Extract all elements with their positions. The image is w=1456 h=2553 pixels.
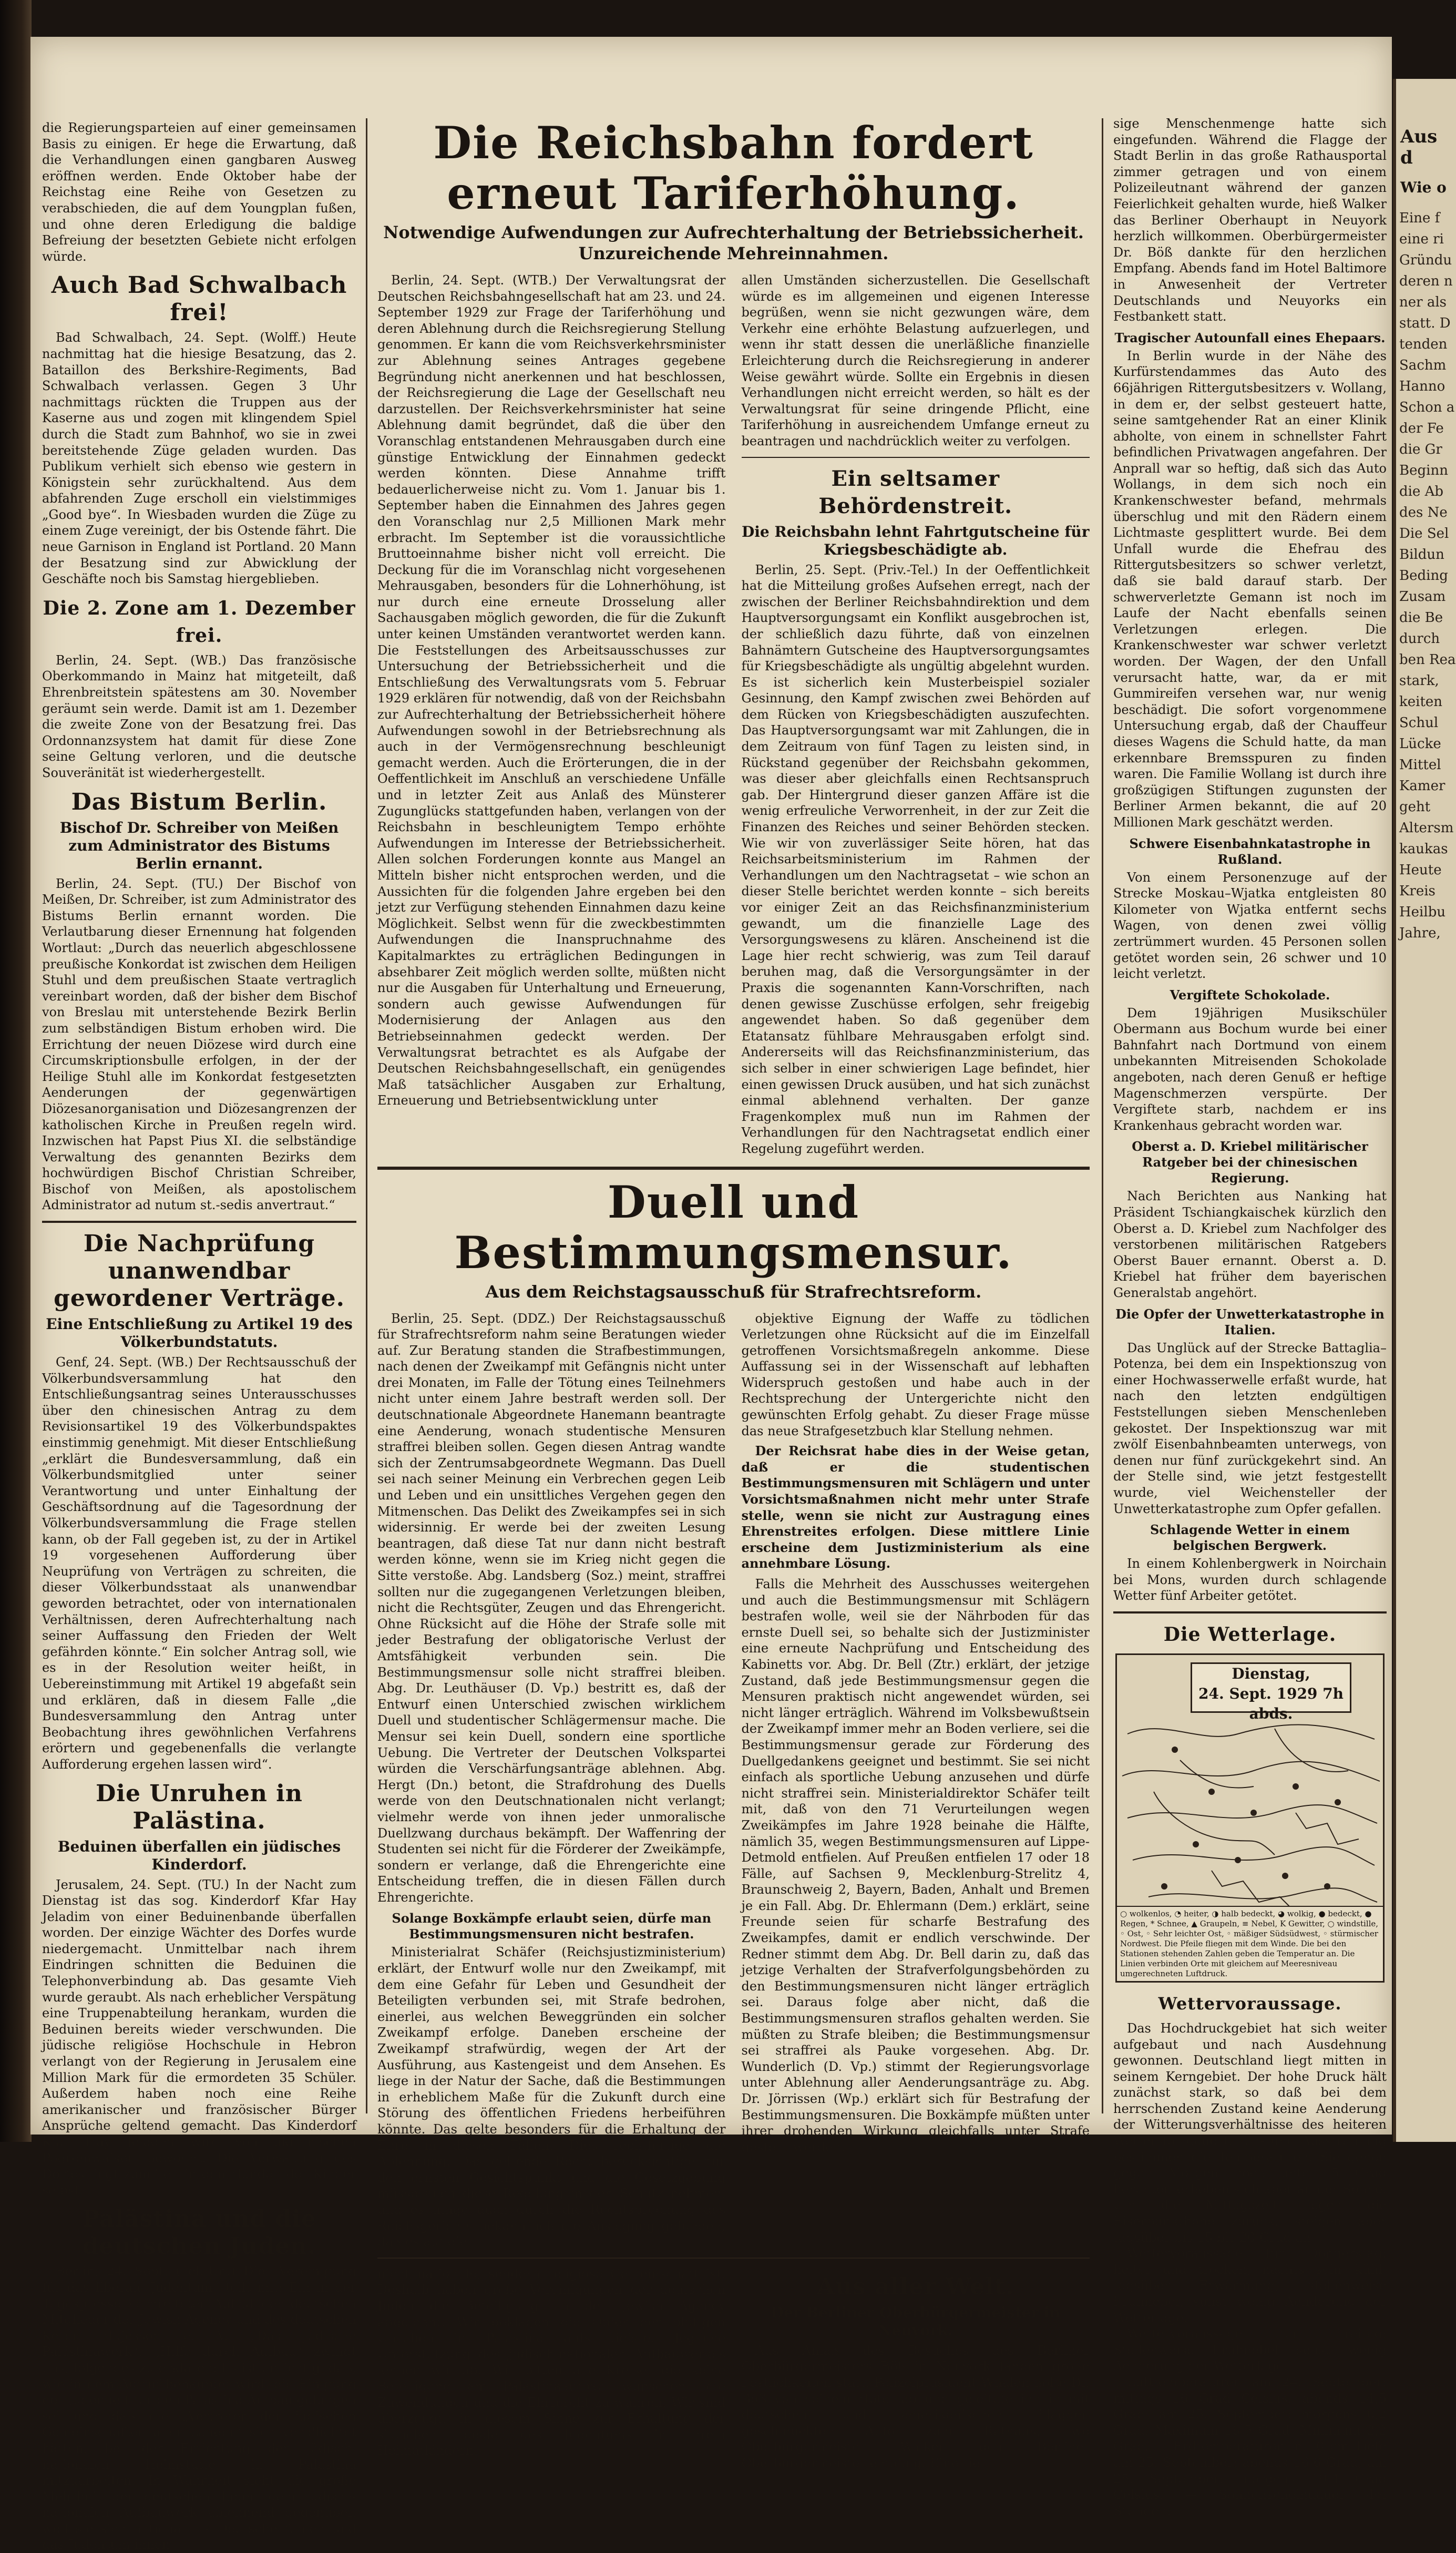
adjacent-page-line: ner als — [1399, 294, 1447, 310]
article-title: Die Unruhen in Palästina. — [96, 1780, 303, 1834]
news-title: Die Opfer der Unwetterkatastrophe in Italien. — [1115, 1306, 1385, 1337]
article-subtitle: Beduinen überfallen ein jüdisches Kinderdorf. — [57, 1837, 341, 1873]
adjacent-page-line: eine ri — [1399, 231, 1444, 247]
news-body: Dem 19jährigen Musikschüler Obermann aus Bochum wurde bei einer Bahnfahrt nach Dortmund von einem unbekannten Mitreisenden Schokolade angeboten, nach deren Genuß er heftige Magenschmerzen verspürte. Der Vergiftete starb, nachdem er ins Krankenhaus gebracht worden war. — [1113, 1005, 1387, 1133]
adjacent-page-line: Heute — [1399, 862, 1442, 878]
article-title: Das Bistum Berlin. — [71, 788, 327, 815]
headline-subtitle: Unzureichende Mehreinnahmen. — [578, 243, 889, 263]
adjacent-page-line: Beding — [1399, 568, 1448, 584]
weather-map-day: Dienstag, — [1232, 1664, 1310, 1682]
adjacent-page-line: Bildun — [1399, 547, 1444, 563]
adjacent-page-line: die Be — [1399, 610, 1443, 626]
newspaper-page — [30, 37, 1392, 2552]
adjacent-page-line: die Ab — [1399, 484, 1444, 499]
forecast-thursday: Wettervoraussage für Donnerstag: heiter und trocken, nachts sehr kühl, tagsüber Erwärmung, stellenweise Frühnebel, sonst wenig Aenderung der Wetterlage. — [1113, 2246, 1387, 2325]
adjacent-page-edge — [1393, 79, 1456, 2142]
adjacent-page-line: Lücke — [1399, 736, 1441, 752]
article-body: allen Umständen sicherzustellen. Die Gesellschaft würde es im allgemeinen und eigenen Interesse begrüßen, wenn sie nicht gezwungen wäre, dem Verkehr eine erhöhte Belastung aufzuerlegen, und wenn ihr statt dessen die unerläßliche finanzielle Erleichterung durch die Reichsregierung in anderer Weise gewährt würde. Sollte ein Ergebnis in diesen Verhandlungen nicht erreicht werden, so hält es der Verwaltungsrat für seine dringende Pflicht, eine Tariferhöhung in ausreichendem Umfange erneut zu beantragen und nachdrücklich weiter zu verfolgen. — [741, 273, 1090, 448]
binding-spine — [0, 0, 32, 2142]
article-note: Solange Boxkämpfe erlaubt seien, dürfe man Bestimmungsmensuren nicht bestrafen. — [392, 1911, 712, 1942]
news-title: Tragischer Autounfall eines Ehepaars. — [1114, 330, 1386, 345]
adjacent-page-line: Eine f — [1399, 210, 1440, 226]
adjacent-page-line: Kamer — [1399, 778, 1445, 794]
news-title: Oberst a. D. Kriebel militärischer Ratgeber bei der chinesischen Regierung. — [1132, 1139, 1368, 1186]
adjacent-page-line: Zusam — [1399, 589, 1446, 605]
news-body: In einem Kohlenbergwerk in Noirchain bei Mons, wurden durch schlagende Wetter fünf Arbeiter getötet. — [1113, 1556, 1387, 1604]
headline-subtitle: Aus dem Reichstagsausschuß für Strafrechtsreform. — [485, 1281, 982, 1302]
article-body: Genf, 24. Sept. (WB.) Der Rechtsausschuß der Völkerbundsversammlung hat den Entschließungsantrag seines Unterausschusses über den chinesischen Antrag zu dem Revisionsartikel 19 des Völkerbundspaktes einstimmig genehmigt. Mit dieser Entschließung „erklärt die Bundesversammlung, daß ein Völkerbundsmitglied unter seiner Verantwortung und unter Einhaltung der Geschäftsordnung auf die Tagesordnung der Völkerbundsversammlung die Frage stellen kann, ob der Fall gegeben ist, zu der in Artikel 19 vorgesehenen Aufforderung über Neuprüfung von Verträgen zu schreiten, die dieser Völkerbundsstaat als unanwendbar geworden betrachtet, oder von internationalen Verhältnissen, deren Aufrechterhaltung nach seiner Auffassung den Frieden der Welt gefährden könnte.“ Ein solcher Antrag soll, wie es in der Resolution weiter heißt, in Uebereinstimmung mit Artikel 19 abgefaßt sein und erklären, daß in diesem Falle „die Bundesversammlung den Antrag unter Beobachtung ihres gewöhnlichen Verfahrens erörtern und gegebenenfalls die verlangte Aufforderung ergehen lassen wird“. — [42, 1355, 356, 1772]
adjacent-page-line: Gründu — [1399, 252, 1452, 268]
article-body: Berlin, 24. Sept. (WB.) Das französische Oberkommando in Mainz hat mitgeteilt, daß Ehrenbreitstein spätestens am 30. November geräumt sein werde. Damit ist am 1. Dezember die zweite Zone von der Besatzung frei. Das Ordonnanzsystem hat damit für diese Zone seine Geltung verloren, und die deutsche Souveränität ist wiederhergestellt. — [42, 652, 356, 780]
article-body: nicht nationale, sondern religiöse Gemeinschaft ist. Deshalb haben große Vereinigungen der deutschen Juden die Beteiligung an der Jewish Agency abgelehnt. Wir beklagen die Opfer der blutigen Unruhen in Palästina aufs tiefste. Jegliche Unterstützung des jüdisch-nationalen Aufbauwerkes lehnen wir ab. Wir bitten alle Kreise, die keine Beteiligung am Palästinaaufbau wünschen, die Zuwendungen und die Ehrfurcht zu wahren. Wir sind überzeugt, in diesem Sinne zur Erhaltung der sittlichen Ideale des Judentums in ihrem Heimatländern. — [377, 2266, 726, 2458]
article-body: Falls die Mehrheit des Ausschusses weitergehen und auch die Bestimmungsmensur mit Schlägern bestrafen wolle, weil sie der Nährboden für das ernste Duell sei, so behalte sich der Justizminister eine erneute Nachprüfung und Entscheidung des Kabinetts vor. Abg. Dr. Bell (Ztr.) erklärt, der jetzige Zustand, daß jede Bestimmungsmensur gegen die Mensuren praktisch nicht angewendet würden, sei nicht länger erträglich. Während im Volksbewußtsein der Zweikampf immer mehr an Boden verliere, sei die Bestimmungsmensur gerade zur Förderung des Duellgedankens geeignet und bestimmt. Sie sei nicht einfach als sportliche Uebung anzusehen und dürfe nicht straffrei sein. Ministerialdirektor Schäfer teilt mit, daß von den 71 Verurteilungen wegen Zweikämpfes im Jahre 1928 beinahe die Hälfte, nämlich 35, wegen Bestimmungsmensuren auf Lippe-Detmold entfielen. Auf Preußen entfielen 17 oder 18 Fälle, auf Sachsen 9, Mecklenburg-Strelitz 4, Braunschweig 2, Bayern, Baden, Anhalt und Bremen je ein Fall. Abg. Dr. Ehlermann (Dem.) erklärt, seine Freunde seien für scharfe Bestrafung des Zweikampfes, damit er endlich verschwinde. Der Redner stimmt dem Abg. Dr. Bell darin zu, daß das jetzige Verhalten der Strafverfolgungsbehörden zu den Bestimmungsmensuren nicht länger erträglich sei. Daraus folge aber nicht, daß die Bestimmungsmensuren straflos gehalten werden. Sie müßten zu Strafe bleiben; die Bestimmungsmensur sei straffrei als Pauke vorgesehen. Abg. Dr. Wunderlich (D. Vp.) stimmt der Regierungsvorlage unter Ablehnung aller Aenderungsanträge zu. Abg. Dr. Jörrissen (Wp.) erklärt sich für Bestrafung der Bestimmungsmensuren. Die Boxkämpfe müßten unter ihrer drohenden Wirkung gleichfalls unter Strafe gestellt werden. — [741, 1577, 1090, 2154]
adjacent-page-heading: Wie o — [1400, 179, 1447, 196]
temperature-report: Lufttemperaturen am 24. September: mittags 16 Grad Celsius, abends 14,5 Grad; am 25. September: morgens 6,2 Grad. Maximum 16,5 Grad, Minimum 2,2 Grad. — Erdtemperaturen in 10 cm Tiefe am 25. September: abends 16,6 Grad; am 25. September: morgens 10,4 Grad Celsius. — Sonnenscheindauer 4¾ Stunden. — [1113, 2374, 1387, 2518]
adjacent-page-line: keiten — [1399, 694, 1443, 710]
article-columns — [377, 1311, 1090, 2250]
column-divider — [1102, 118, 1103, 2113]
adjacent-page-line: Sachm — [1399, 358, 1447, 373]
article-body: sige Menschenmenge hatte sich eingefunden. Während die Flagge der Stadt Berlin in das große Rathausportal zimmer getragen und von einem Polizeileutnant während der ganzen Feierlichkeit gehalten wurde, hieß Walker das Berliner Oberhaupt in Neuyork herzlich willkommen. Oberbürgermeister Dr. Böß dankte für den herzlichen Empfang. Abends fand im Hotel Baltimore in Anwesenheit der Vertreter Deutschlands und Neuyorks ein Festbankett statt. — [1113, 116, 1387, 324]
article-title: Die 2. Zone am 1. Dezember frei. — [43, 597, 356, 647]
adjacent-page-line: Kreis — [1399, 883, 1436, 899]
section-rule — [1113, 1611, 1387, 1614]
article-title: Aus aller Welt. — [816, 2273, 1014, 2300]
adjacent-page-line: Schon a — [1399, 400, 1455, 415]
weather-map-date: 24. Sept. 1929 7h abds. — [1198, 1684, 1344, 1722]
article-title: Palästina und die deutschen Juden. — [82, 2205, 316, 2260]
article-body: Berlin, 24. Sept. (TU.) Der Bischof von Meißen, Dr. Schreiber, ist zum Administrator des Bistums Berlin ernannt worden. Die Verlautbarung dieser Ernennung hat folgenden Wortlaut: „Durch das neuerlich abgeschlossene preußische Konkordat ist zwischen dem Heiligen Stuhl und dem preußischen Staate vertraglich vereinbart worden, daß der bisher dem Bischof von Breslau mit unterstehende Bezirk Berlin zum selbständigen Bistum erhoben wird. Die Errichtung der neuen Diözese wird durch eine Circumskriptionsbulle erfolgen, in der der Heilige Stuhl alle im Konkordat festgesetzten Aenderungen der gegenwärtigen Diözesanorganisation und Diözesangrenzen der katholischen Kirche in Preußen regeln wird. Inzwischen hat Papst Pius XI. die selbständige Verwaltung des genannten Bezirks dem hochwürdigen Bischof Christian Schreiber, Bischof von Meißen, als apostolischem Administrator ad nutum st.-sedis anvertraut.“ — [42, 876, 356, 1213]
forecast-title: Wettervoraussage. — [1158, 1993, 1342, 2014]
lead-paragraph: die Regierungsparteien auf einer gemeinsamen Basis zu einigen. Er hege die Erwartung, daß die Verhandlungen einen gangbaren Ausweg eröffnen werden. Ende Oktober habe der Reichstag eine Reihe von Gesetzen zu verabschieden, die auf dem Youngplan fußen, und ohne deren Erledigung die baldige Befreiung der besetzten Gebiete nicht erfolgen würde. — [42, 120, 356, 264]
forecast-body: Das Hochdruckgebiet hat sich weiter aufgebaut und nach Ausdehnung gewonnen. Deutschland liegt mitten in seinem Kerngebiet. Der hohe Druck hält zunächst stark, so daß bei dem herrschenden Zustand keine Aenderung der Witterungsverhältnisse des heiteren Wetter fortdauert. Ein- und Ausstrahlung bestimmen die Temperaturen. Sie gehen gegen Morgen noch unter 5 Grad herunter, erheben sich aber an der Sonne. Um die Mittagszeit liegen die Eiserpunkthöhe zurück, steigen aber tagsüber bis 15 bis 20 Grad an. — [1113, 2020, 1387, 2245]
column-1 — [42, 120, 356, 2552]
article-body: Berlin, 24. Sept. (Tel.-Un.) Die „Vereinigung für das liberale Judentum“ teilt mit: Ein in der Tagespresse verbreiteter Aufruf der deutschen Mitglieder der Jewish Agency und des deutschen Keren Hajessod e. V. „Das jüdische Palästinawerk“, „Hilfe durch Aufbau“ zwingt uns, folgendes zu erklären: Es ist unrichtig, daß, wie in dem Aufruf behauptet wird, die Einigung der Judenheit für den Palästina-Aufbau gelungen sei und daß die „Vertreter der jüdischen Gemeinschaften aller Länder“ sich verpflichtet hätten, bei der Errichtung der jüdisch-nationalen Heimstätte in Palästina mitzuarbeiten. In Wahrheit sieht die große Mehrheit der deutschen Juden dem jüdisch-nationalen Aufbauwerk ablehnend gegenüber, weil sie sich national als Deutsche fühlen und das Judentum ihnen — [42, 2264, 356, 2552]
headline-subtitle: Notwendige Aufwendungen zur Aufrechterhaltung der Betriebssicherheit. — [383, 222, 1084, 242]
news-body: In Berlin wurde in der Nähe des Kurfürstendammes das Auto des 66jährigen Rittergutsbesitzers v. Wollang, in dem er, der selbst gesteuert hatte, seine samtgehender Rat an einer Klinik abholte, von einem in schnellster Fahrt befindlichen Privatwagen angefahren. Der Anprall war so heftig, daß sich das Auto Wollangs, in dem sich noch ein Krankenschwester befand, mehrmals überschlug und mit den Rädern einem Lichtmaste gesplittert wurde. Bei dem Unfall wurde die Ehefrau des Rittergutsbesitzers so schwer verletzt, daß sie bald darauf starb. Der schwerverletzte Gemann ist noch im Laufe der Nacht ebenfalls seinen Verletzungen erlegen. Die Krankenschwester war schwer verletzt worden. Der Wagen, der den Unfall verursacht hatte, war, da er mit Gummireifen versehen war, nur wenig beschädigt. Die sofort vorgenommene Untersuchung ergab, daß der Chauffeur dieses Wagens die Schuld hatte, da man erkennbare Bremsspuren zu finden waren. Die Familie Wollang ist durch ihre großzügigen Stiftungen zugunsten der Berliner Armen bekannt, die auf 20 Millionen Mark geschätzt werden. — [1113, 348, 1387, 830]
section-rule — [42, 1221, 356, 1223]
adjacent-page-line: kaukas — [1399, 841, 1448, 857]
column-divider — [366, 118, 367, 2113]
adjacent-page-line: die Gr — [1399, 442, 1442, 457]
article-body: Aus Anlaß des Besuches des Berliner Oberbürgermeisters Böß in Neuyork fanden große Festlichkeiten statt. Polizeipräsident Whalen holte Dr. Böß von seinem Hotel ab und geleitete ihn in mit deutschen und amerikanischen Flaggen geschmückten Auto zum Rathaus, wo Oberbürgermeister Walker den Berliner Oberbürgermeister empfing. Eine rie- — [741, 2343, 1090, 2470]
column-3 — [1113, 116, 1387, 2518]
adjacent-page-text — [1396, 201, 1456, 950]
article-title: Auch Bad Schwalbach frei! — [51, 272, 347, 326]
article-subtitle: Bischof Dr. Schreiber von Meißen zum Administrator des Bistums Berlin ernannt. — [59, 819, 339, 872]
section-rule — [377, 1167, 1090, 1170]
article-columns — [377, 2266, 1090, 2472]
news-body: Nach Berichten aus Nanking hat Präsident Tschiangkaischek kürzlich den Oberst a. D. Kriebel zum Nachfolger des verstorbenen militärischen Ratgebers Oberst Bauer ernannt. Oberst a. D. Kriebel hat früher dem bayerischen Generalstab angehört. — [1113, 1189, 1387, 1300]
article-body: Bad Schwalbach, 24. Sept. (Wolff.) Heute nachmittag hat die hiesige Besatzung, das 2. Bataillon des Berkshire-Regiments, Bad Schwalbach verlassen. Gegen 3 Uhr nachmittags rückten die Truppen aus der Kaserne aus und zogen mit klingendem Spiel durch die Stadt zum Bahnhof, wo sie in zwei bereitstehende Züge geladen wurden. Das Publikum verhielt sich ebenso wie gestern in Königstein sehr zurückhaltend. Aus dem abfahrenden Zuge erscholl ein vielstimmiges „Good bye“. In Wiesbaden wurden die Züge zu einem Zuge vereinigt, der bis Ostende fährt. Die neue Garnison in England ist Portland. 20 Mann der Besatzung sind zur Abwicklung der Geschäfte noch bis Samstag hiergeblieben. — [42, 330, 356, 587]
weather-legend: ○ wolkenlos, ◔ heiter, ◑ halb bedeckt, ◕ wolkig, ● bedeckt, ● Regen, * Schnee, ▲ Graupeln, ≡ Nebel, K Gewitter, ○ windstille, ◦ Ost, ◦ Sehr leichter Ost, ◦ mäßiger Südsüdwest, ◦ stürmischer Nordwest. Die Pfeile fliegen mit dem Winde. Die bei den Stationen stehenden Zahlen geben die Temperatur an. Die Linien verbinden Orte mit gleichem auf Meeresniveau umgerechneten Luftdruck. — [1117, 1906, 1383, 1981]
news-body: Das Unglück auf der Strecke Battaglia–Potenza, bei dem ein Inspektionszug von einer Hochwasserwelle erfaßt wurde, hat nach den letzten endgültigen Feststellungen sieben Menschenleben gekostet. Der Inspektionszug war mit zwölf Eisenbahnbeamten unterwegs, von denen nur fünf zurückgekehrt sind. An der Stelle sind, wie jetzt festgestellt wurde, viel Weichensteller der Unwetterkatastrophe zum Opfer gefallen. — [1113, 1340, 1387, 1516]
article-subtitle: Eine Entschließung zu Artikel 19 des Völkerbundstatuts. — [46, 1315, 353, 1351]
news-title: Schwere Eisenbahnkatastrophe in Rußland. — [1129, 835, 1371, 867]
weather-title: Die Wetterlage. — [1163, 1623, 1337, 1646]
adjacent-page-line: tenden — [1399, 336, 1448, 352]
forecast-friday: Wettervoraussage für Freitag: Stellenweise Frühnebel sonst wenig Aenderung der Wetterlage. — [1113, 2326, 1387, 2374]
article-subtitle: Die Reichsbahn lehnt Fahrtgutscheine für Kriegsbeschädigte ab. — [742, 523, 1090, 558]
article-body: Berlin, 25. Sept. (DDZ.) Der Reichstagsausschuß für Strafrechtsreform nahm seine Beratungen wieder auf. Zur Beratung standen die Strafbestimmungen, nach denen der Zweikampf mit Gefängnis nicht unter drei Monaten, im Falle der Tötung eines Teilnehmers nicht unter einem Jahre bestraft werden soll. Der deutschnationale Abgeordnete Hanemann beantragte eine Aenderung, wonach studentische Mensuren straffrei bleiben sollen. Gegen diesen Antrag wandte sich der Zentrumsabgeordnete Wegmann. Das Duell sei nach seiner Meinung ein Verbrechen gegen Leib und Leben und ein unsittliches Vergehen gegen den Mitmenschen. Das Delikt des Zweikampfes sei in sich widersinnig. Er werde bei der zweiten Lesung beantragen, daß diese Tat nur dann nicht bestraft werden könne, wenn sie im Krieg nicht gegen die Sitte verstoße. Abg. Landsberg (Soz.) meint, straffrei sollten nur die zugegangenen Verletzungen bleiben, nicht die Rechtsgüter, Zeugen und das Ehrengericht. Ohne Rücksicht auf die Höhe der Strafe solle mit jeder Bestrafung der obligatorische Verlust der Amtsfähigkeit verbunden sein. Die Bestimmungsmensur solle nicht straffrei bleiben. Abg. Dr. Leuthäuser (D. Vp.) bestritt es, daß der Entwurf einen Unterschied zwischen wirklichem Duell und studentischer Schlägermensur mache. Die Mensur sei kein Duell, sondern eine sportliche Uebung. Die Vertreter der Deutschen Volkspartei würden die Verschärfungsanträge ablehnen. Abg. Hergt (Dn.) betont, die Strafdrohung des Duells werde von den Deutschnationalen nicht verlangt; vielmehr werde von ihnen jeder unmoralische Duellzwang durchaus bekämpft. Der Waffenring der Studenten sei nicht für die Förderer der Zweikämpfe, sondern er verlange, daß die Ehrengerichte eine Entscheidung treffen, die in diesen Fällen durch Ehrengerichte. — [377, 1311, 726, 1905]
section-rule — [377, 2258, 1090, 2259]
weather-map-caption — [1191, 1662, 1351, 1722]
adjacent-page-line: Altersm — [1399, 820, 1454, 836]
article-title: Die Nachprüfung unanwendbar gewordener Verträge. — [54, 1230, 345, 1312]
news-title: Vergiftete Schokolade. — [1170, 987, 1330, 1003]
headline: Die Reichsbahn fordert erneut Tariferhöhung. — [433, 117, 1034, 219]
adjacent-page-line: statt. D — [1399, 315, 1451, 331]
adjacent-page-heading: Aus d — [1400, 126, 1438, 168]
news-body: Von einem Personenzuge auf der Strecke Moskau–Wjatka entgleisten 80 Kilometer von Wjatka entfernt sechs Wagen, von denen zwei völlig zertrümmert wurden. 45 Personen sollen getötet worden sein, 26 schwer und 10 leicht verletzt. — [1113, 870, 1387, 982]
adjacent-page-line: Heilbu — [1399, 904, 1446, 920]
adjacent-page-line: Hanno — [1399, 379, 1445, 394]
article-body: Berlin, 25. Sept. (Priv.-Tel.) In der Oeffentlichkeit hat die Mitteilung großes Aufsehen erregt, nach der zwischen der Berliner Reichsbahndirektion und dem Hauptversorgungsamt ein Konflikt ausgebrochen ist, der schließlich dazu führte, daß von einzelnen Bahnämtern Gutscheine des Hauptversorgungsamtes für Kriegsbeschädigte als ungültig abgelehnt wurden. Es ist sicherlich kein Musterbeispiel sozialer Gesinnung, den Kampf zwischen zwei Behörden auf dem Rücken von Kriegsbeschädigten auszufechten. Das Hauptversorgungsamt war mit Zahlungen, die in dem Zeitraum von fünf Tagen zu leisten sind, in Rückstand gegenüber der Reichsbahn gekommen, was dieser aber gleichfalls einen Rechtsanspruch gab. Der Hintergrund dieser ganzen Affäre ist die wenig erfreuliche Verworrenheit, in der zur Zeit die Finanzen des Reiches und seiner Behörden stecken. Wie wir von zuverlässiger Seite hören, hat das Reichsarbeitsministerium im Rahmen der Verhandlungen um den Nachtragsetat – wie schon an dieser Stelle berichtet werden konnte – sich bereits vor einiger Zeit an das Reichsfinanzministerium gewandt, um die finanzielle Lage des Versorgungswesens zu klären. Anscheinend ist die Lage hier recht schwierig, was zum Teil darauf beruhen mag, daß die Versorgungsämter in der Praxis die sogenannten Kann-Vorschriften, nach denen gewisse Zuschüsse erfolgen, sehr freigebig angewendet haben. So daß gegenüber dem Etatansatz fühlbare Mehrausgaben erfolgt sind. Andererseits will das Reichsfinanzministerium, das sich selber in einer schwierigen Lage befindet, hier einen gewissen Druck ausüben, und hat sich zunächst einmal ablehnend verhalten. Der ganze Fragenkomplex muß nun im Rahmen der Verhandlungen für den Nachtragsetat endlich einer Regelung zugeführt werden. — [741, 562, 1090, 1156]
adjacent-page-line: Mittel — [1399, 757, 1441, 773]
article-columns — [377, 272, 1090, 1157]
weather-map — [1115, 1653, 1385, 1983]
headline: Duell und Bestimmungsmensur. — [454, 1176, 1013, 1279]
column-2 — [377, 116, 1090, 2470]
article-subtitle: Der Berliner Oberbürgermeister in Neuyork. — [771, 2303, 1060, 2339]
article-highlight: Der Reichsrat habe dies in der Weise getan, daß er die studentischen Bestimmungsmensuren mit Schlägern und unter Vorsichtsmaßnahmen nicht mehr unter Strafe stelle, wenn sie nicht zur Austragung eines Ehrenstreites erfolgen. Diese mittlere Linie erscheine dem Justizministerium als eine annehmbare Lösung. — [741, 1443, 1090, 1571]
adjacent-page-line: des Ne — [1399, 505, 1448, 520]
adjacent-page-line: Schul — [1399, 715, 1439, 731]
adjacent-page-line: Beginn — [1399, 463, 1448, 478]
adjacent-page-line: deren n — [1399, 273, 1453, 289]
adjacent-page-line: Jahre, — [1399, 925, 1441, 941]
article-body: Jerusalem, 24. Sept. (TU.) In der Nacht zum Dienstag ist das sog. Kinderdorf Kfar Hay Jeladim von einer Beduinenbande überfallen worden. Der einzige Wächter des Dorfes wurde niedergemacht. Unmittelbar nach ihrem Eindringen schnitten die Beduinen die Telephonverbindung ab. Das gesamte Vieh wurde geraubt. Als nach erheblicher Verspätung eine Truppenabteilung herankam, wurden die Beduinen bereits wieder verschwunden. Die jüdische religiöse Hochschule in Hebron verlangt von der Regierung in Jerusalem eine Million Mark für die ermordeten 35 Schüler. Außerdem haben noch eine Reihe amerikanischer und französischer Bürger Ansprüche geltend gemacht. Das Kinderdorf Kfar Hay Jeladim wird von ukrainischen Pogromwaisen bewohnt. Die Verwaltung des Dorfes liegt zum Teil in den Händen der Kinder selbst. — [42, 1877, 356, 2198]
adjacent-page-line: stark, — [1399, 673, 1439, 689]
article-body: objektive Eignung der Waffe zu tödlichen Verletzungen ohne Rücksicht auf die im Einzelfall getroffenen Vorsichtsmaßregeln ankomme. Diese Auffassung sei in der Wissenschaft auf lebhaften Widerspruch gestoßen und habe auch in der Rechtsprechung der Untergerichte nicht den gewünschten Erfolg gehabt. Zu dieser Frage müsse das neue Strafgesetzbuch klar Stellung nehmen. — [741, 1311, 1090, 1438]
section-rule — [742, 457, 1090, 458]
article-body: Ministerialrat Schäfer (Reichsjustizministerium) erklärt, der Entwurf wolle nur den Zweikampf, mit dem eine Gefahr für Leben und Gesundheit der Beteiligten verbunden sei, mit Strafe bedrohen, einerlei, aus welchen Beweggründen ein solcher Zweikampf erfolge. Daneben erscheine der Zweikampf strafwürdig, wegen der Art der Ausführung, aus Kastengeist und dem Ansehen. Es liege in der Natur der Sache, daß die Bestimmungen in erheblichem Maße für die Zukunft durch eine Störung des öffentlichen Friedens herbeiführen könnte. Das gelte besonders für die Erhaltung der Ehre in diesen Fällen. Dies rechtfertige die Ablehnung. Das geltende Recht berücksichtige nur den ernsten Gesichtspunkt und die Gesetzgebung müsse auch diese Regelung in den Schutz nehmen, und es hinge auch durch die Rechtsprechung des Reichsgerichts bekanntlich die Auslegung gefunden, daß es auf die — [377, 1945, 726, 2250]
adjacent-page-line: der Fe — [1399, 421, 1444, 436]
adjacent-page-line: Die Sel — [1399, 526, 1449, 542]
article-body: Berlin, 24. Sept. (WTB.) Der Verwaltungsrat der Deutschen Reichsbahngesellschaft hat am 23. und 24. September 1929 zur Frage der Tariferhöhung und deren Ablehnung durch die Reichsregierung Stellung genommen. Er kann die vom Reichsverkehrsminister zur Ablehnung seines Antrages gegebene Begründung nicht anerkennen und hat beschlossen, der Reichsregierung die Lage der Gesellschaft neu darzustellen. Der Reichsverkehrsminister hat seine Ablehnung damit begründet, daß die über den Voranschlag entstandenen Mehrausgaben durch eine günstige Entwicklung der Einnahmen gedeckt werden könnten. Diese Annahme trifft bedauerlicherweise nicht zu. Vom 1. Januar bis 1. September haben die Einnahmen des Jahres gegen den Voranschlag nur 2,5 Millionen Mark mehr erbracht. Im September ist die voraussichtliche Bruttoeinnahme bisher nicht voll erreicht. Die Deckung für die im Voranschlag nicht vorgesehenen Mehrausgaben, besonders für die Lohnerhöhung, ist nur durch eine erneute Drosselung aller Sachausgaben möglich geworden, die für die Zukunft unter keinen Umständen verantwortet werden kann. Die Feststellungen des Arbeitsausschusses zur Untersuchung der Betriebssicherheit und die Entschließung des Verwaltungsrats vom 5. Februar 1929 erklären für notwendig, daß von der Reichsbahn zur Aufrechterhaltung der Betriebssicherheit höhere Aufwendungen sowohl in der Betriebsrechnung als auch in der Vermögensrechnung beschleunigt gemacht werden. Auch die Erörterungen, die in der Oeffentlichkeit im Anschluß an verschiedene Unfälle und in letzter Zeit aus Anlaß des Münsterer Zugunglücks stattgefunden haben, verlangen von der Reichsbahn in beschleunigtem Tempo erhöhte Aufwendungen im Interesse der Betriebssicherheit. Allen solchen Forderungen konnte aus Mangel an Mitteln bisher nicht entsprochen werden, und die Aussichten für die folgenden Jahre ergeben bei den jetzt zur Verfügung stehenden Einnahmen dazu keine Möglichkeit. Selbst wenn für die zweckbestimmten Aufwendungen die Inanspruchnahme des Kapitalmarktes zu erträglichen Bedingungen in absehbarer Zeit möglich werden sollte, müßten nicht nur die Ausgaben für Unterhaltung und Erneuerung, sondern auch gewisse Aufwendungen für Modernisierung der Anlagen aus den Betriebseinnahmen gedeckt werden. Der Verwaltungsrat betrachtet es als Aufgabe der Deutschen Reichsbahngesellschaft, ein genügendes Maß tatsächlicher Ausgaben zur Erhaltung, Erneuerung und Betriebsentwicklung unter — [377, 273, 726, 1108]
news-title: Schlagende Wetter in einem belgischen Bergwerk. — [1150, 1522, 1350, 1554]
adjacent-page-line: geht — [1399, 799, 1431, 815]
article-title: Ein seltsamer Behördenstreit. — [818, 466, 1013, 518]
adjacent-page-line: durch — [1399, 631, 1440, 647]
adjacent-page-line: ben Rea — [1399, 652, 1456, 668]
